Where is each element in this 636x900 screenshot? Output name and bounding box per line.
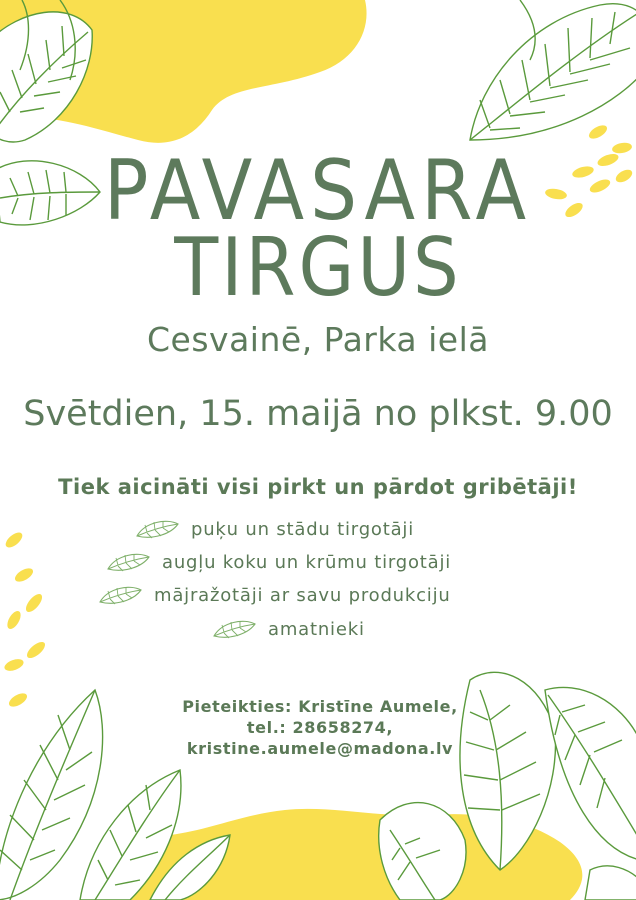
- contact-email[interactable]: kristine.aumele@madona.lv: [186, 739, 454, 758]
- contact-phone: tel.: 28658274,: [246, 718, 394, 737]
- event-datetime: Svētdien, 15. maijā no plkst. 9.00: [23, 394, 613, 434]
- fern-leaf-icon: [104, 549, 152, 575]
- participant-item: [96, 580, 451, 610]
- participant-item: [210, 614, 365, 644]
- invitation-text: Tiek aicināti visi pirkt un pārdot gribētāji!: [58, 475, 578, 499]
- contact-name: Pieteikties: Kristīne Aumele,: [182, 697, 458, 716]
- participant-item: [104, 547, 451, 577]
- participant-label: mājražotāji ar savu produkciju: [154, 584, 451, 606]
- fern-leaf-icon: [133, 516, 181, 542]
- yellow-petals-left: [3, 530, 48, 710]
- location-subtitle: Cesvainē, Parka ielā: [147, 320, 489, 359]
- participant-label: puķu un stādu tirgotāji: [191, 518, 415, 540]
- title-line-2: TIRGUS: [174, 219, 462, 315]
- participant-item: [133, 514, 414, 544]
- leaves-top-right: [470, 0, 636, 140]
- fern-leaf-icon: [210, 616, 258, 642]
- title-line-1: PAVASARA: [103, 142, 533, 240]
- participant-label: augļu koku un krūmu tirgotāji: [162, 551, 452, 573]
- fern-leaf-icon: [96, 582, 144, 608]
- participant-label: amatnieki: [268, 618, 365, 640]
